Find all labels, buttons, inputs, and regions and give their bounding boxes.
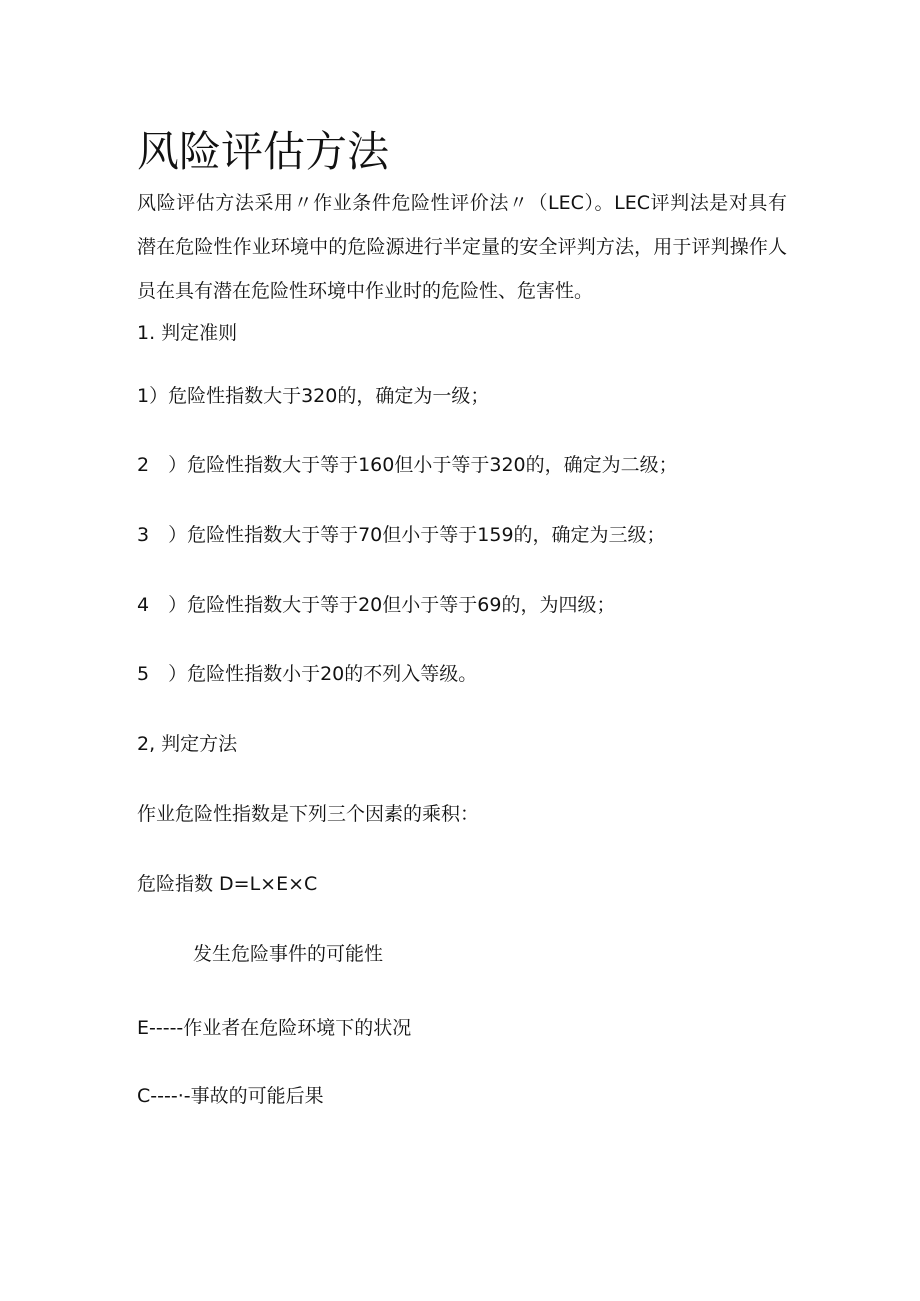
criteria-item-3: 3 ）危险性指数大于等于70但小于等于159的，确定为三级；: [137, 524, 666, 546]
criteria-item-1: 1）危险性指数大于320的，确定为一级；: [137, 385, 490, 407]
criteria-item-4: 4 ）危险性指数大于等于20但小于等于69的，为四级；: [137, 594, 616, 616]
factor-l: 发生危险事件的可能性: [193, 943, 384, 965]
section-1-heading: 1. 判定准则: [137, 322, 238, 344]
method-intro: 作业危险性指数是下列三个因素的乘积：: [137, 803, 480, 825]
document-title: 风险评估方法: [137, 127, 390, 176]
factor-e: E-----作业者在危险环境下的状况: [137, 1017, 412, 1039]
formula: 危险指数 D=L×E×C: [137, 873, 318, 895]
factor-c: C----·-事故的可能后果: [137, 1085, 324, 1107]
intro-paragraph: 风险评估方法采用〃作业条件危险性评价法〃（LEC）。LEC评判法是对具有潜在危险性作业环境中的危险源进行半定量的安全评判方法，用于评判操作人员在具有潜在危险性环境中作业时的危险性、危害性。: [137, 192, 787, 302]
criteria-item-2: 2 ）危险性指数大于等于160但小于等于320的，确定为二级；: [137, 454, 678, 476]
criteria-item-5: 5 ）危险性指数小于20的不列入等级。: [137, 663, 478, 685]
section-2-heading: 2, 判定方法: [137, 733, 238, 755]
